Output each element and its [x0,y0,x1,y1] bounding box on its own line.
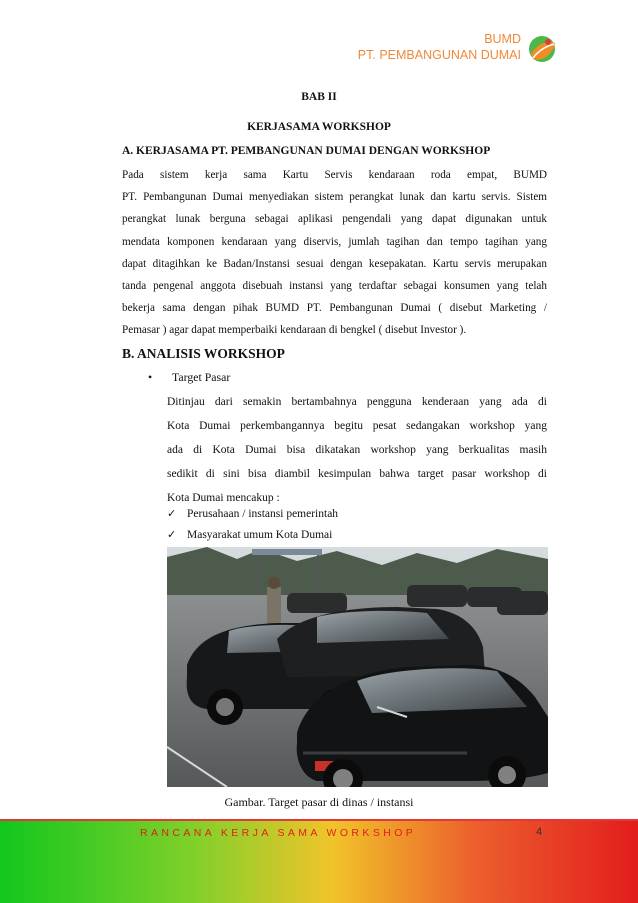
footer-divider [0,819,638,821]
header-company: PT. PEMBANGUNAN DUMAI [357,48,521,62]
paragraph-line: PT. Pembangunan Dumai menyediakan sistem perangkat lunak dan kartu servis. Sistem [122,191,547,204]
paragraph-line: Pada sistem kerja sama Kartu Servis kendaraan roda empat, BUMD [122,169,547,181]
paragraph-line: mendata komponen kendaraan yang diservis, jumlah tagihan dan tempo tagihan yang [122,235,547,248]
paragraph-line: ada di Kota Dumai bisa dikatakan workshop yang berkualitas masih [167,444,547,456]
bullet-label: Target Pasar [172,370,231,384]
checklist-item [167,507,338,520]
checklist-label: Perusahaan / instansi pemerintah [187,508,339,520]
section-b-heading: B. ANALISIS WORKSHOP [122,346,285,361]
chapter-title: KERJASAMA WORKSHOP [247,121,391,133]
paragraph-line: Pemasar ) agar dapat memperbaiki kendaraan di bengkel ( disebut Investor ). [122,324,467,337]
footer-title: RANCANA KERJA SAMA WORKSHOP [140,827,417,839]
page-number: 4 [536,826,543,838]
checkmark-icon: ✓ [167,528,177,541]
section-b-paragraph [167,390,547,510]
parked-cars-photo [167,547,548,787]
checklist-label: Masyarakat umum Kota Dumai [187,529,333,541]
section-a-heading: A. KERJASAMA PT. PEMBANGUNAN DUMAI DENGAN WORKSHOP [122,145,491,157]
leaf-logo-icon [527,34,557,64]
paragraph-line: Ditinjau dari semakin bertambahnya pengguna kenderaan yang ada di [167,396,547,408]
paragraph-line: Kota Dumai perkembangannya begitu pesat sedangakan workshop yang [167,420,547,432]
checklist-item [167,528,332,541]
page-header [358,31,521,63]
paragraph-line: sedikit di sini bisa diambil kesimpulan bahwa target pasar workshop di [167,468,547,480]
chapter-number: BAB II [301,91,337,103]
figure-caption: Gambar. Target pasar di dinas / instansi [224,795,414,809]
paragraph-line: Kota Dumai mencakup : [167,492,280,504]
bullet-icon: • [148,370,153,384]
page-footer [0,819,638,903]
paragraph-line: dapat ditagihkan ke Badan/Instansi sesuai dengan kesepakatan. Kartu servis merupakan [122,257,547,270]
header-org: BUMD [484,32,521,46]
bullet-item-target-pasar [148,370,230,385]
checkmark-icon: ✓ [167,507,177,520]
paragraph-line: tanda pengenal anggota disebuah instansi yang terdaftar sebagai konsumen yang telah [122,279,547,292]
paragraph-line: perangkat lunak berguna sebagai aplikasi pengendali yang dapat digunakan untuk [122,213,547,226]
paragraph-line: bekerja sama dengan pihak BUMD PT. Pembangunan Dumai ( disebut Marketing / [122,302,547,315]
section-a-paragraph [122,164,547,342]
